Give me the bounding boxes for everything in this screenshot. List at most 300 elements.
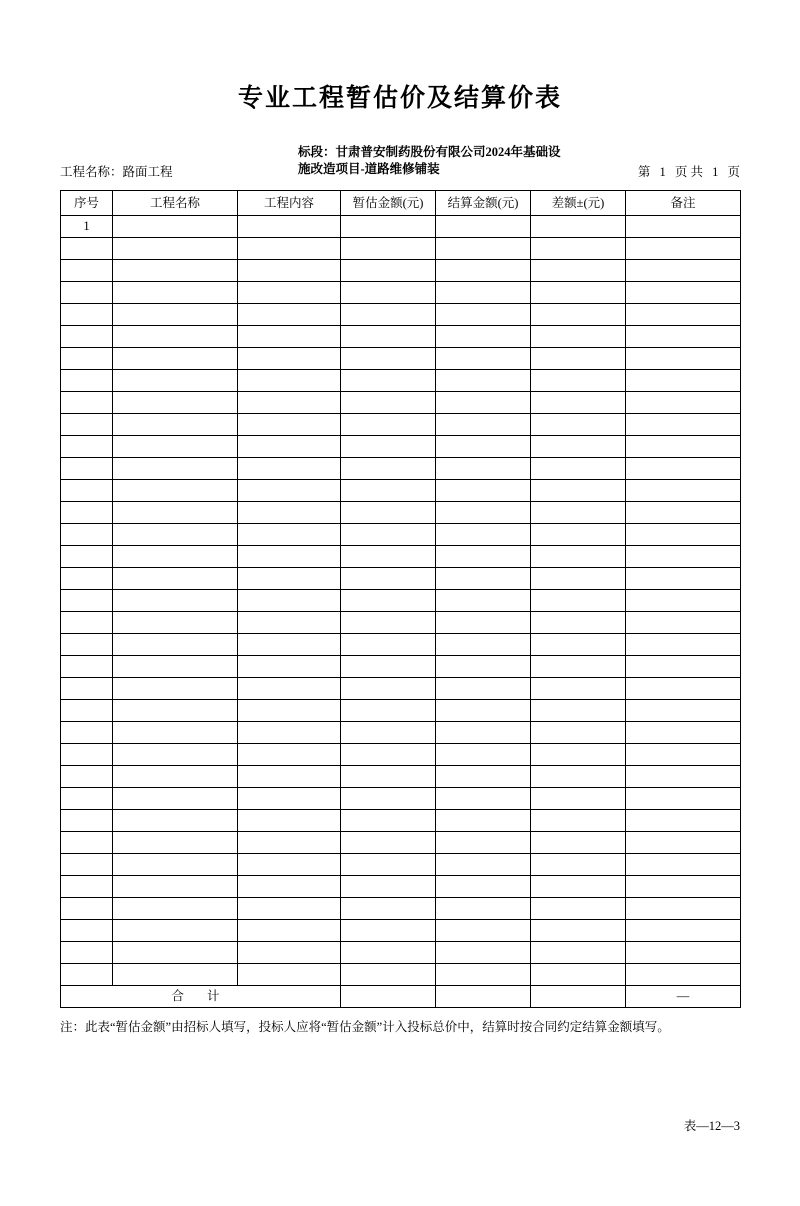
cell-difference[interactable] (531, 326, 626, 348)
cell-remark[interactable] (626, 546, 741, 568)
cell-estimated-amount[interactable] (341, 920, 436, 942)
table-row[interactable] (61, 524, 741, 546)
cell-difference[interactable] (531, 414, 626, 436)
cell-difference[interactable] (531, 480, 626, 502)
cell-estimated-amount[interactable] (341, 634, 436, 656)
cell-difference[interactable] (531, 656, 626, 678)
cell-project-content[interactable] (238, 524, 341, 546)
cell-estimated-amount[interactable] (341, 414, 436, 436)
table-row[interactable] (61, 436, 741, 458)
cell-index[interactable] (61, 634, 113, 656)
cell-remark[interactable] (626, 634, 741, 656)
cell-project-content[interactable] (238, 942, 341, 964)
cell-project-name[interactable] (113, 678, 238, 700)
table-row[interactable] (61, 326, 741, 348)
cell-estimated-amount[interactable] (341, 810, 436, 832)
document-page (0, 78, 800, 1206)
cell-settled-amount[interactable] (436, 876, 531, 898)
cell-estimated-amount[interactable] (341, 458, 436, 480)
cell-difference[interactable] (531, 766, 626, 788)
cell-index[interactable] (61, 590, 113, 612)
cell-settled-amount[interactable] (436, 590, 531, 612)
cell-project-name[interactable] (113, 722, 238, 744)
cell-index[interactable] (61, 238, 113, 260)
cell-estimated-amount[interactable] (341, 942, 436, 964)
cell-settled-amount[interactable] (436, 348, 531, 370)
table-row[interactable] (61, 546, 741, 568)
cell-estimated-amount[interactable] (341, 348, 436, 370)
table-header-row (61, 191, 741, 216)
cell-project-content[interactable] (238, 370, 341, 392)
cell-project-content[interactable] (238, 480, 341, 502)
cell-project-content[interactable] (238, 568, 341, 590)
cell-project-content[interactable] (238, 590, 341, 612)
cell-project-name[interactable] (113, 392, 238, 414)
cell-estimated-amount[interactable] (341, 546, 436, 568)
cell-difference[interactable] (531, 612, 626, 634)
table-row[interactable] (61, 238, 741, 260)
cell-estimated-amount[interactable] (341, 436, 436, 458)
cell-project-content[interactable] (238, 612, 341, 634)
cell-settled-amount[interactable] (436, 304, 531, 326)
cell-settled-amount[interactable] (436, 634, 531, 656)
cell-difference[interactable] (531, 722, 626, 744)
project-name-label: 工程名称：路面工程 (60, 165, 173, 179)
cell-settled-amount[interactable] (436, 546, 531, 568)
cell-settled-amount[interactable] (436, 216, 531, 238)
cell-project-content[interactable] (238, 238, 341, 260)
cell-project-name[interactable] (113, 568, 238, 590)
cell-difference[interactable] (531, 700, 626, 722)
cell-estimated-amount[interactable] (341, 480, 436, 502)
cell-project-name[interactable] (113, 964, 238, 986)
cell-remark[interactable] (626, 568, 741, 590)
column-header-settled-amount: 结算金额(元) (436, 191, 531, 216)
cell-project-content[interactable] (238, 898, 341, 920)
cell-index[interactable] (61, 722, 113, 744)
table-row[interactable] (61, 414, 741, 436)
cell-index[interactable] (61, 480, 113, 502)
cell-project-content[interactable] (238, 964, 341, 986)
column-header-estimated-amount: 暂估金额(元) (341, 191, 436, 216)
cell-index[interactable] (61, 744, 113, 766)
cell-remark[interactable] (626, 326, 741, 348)
cell-remark[interactable] (626, 854, 741, 876)
cell-estimated-amount[interactable] (341, 590, 436, 612)
cell-estimated-amount[interactable] (341, 304, 436, 326)
cell-settled-amount[interactable] (436, 326, 531, 348)
cell-project-content[interactable] (238, 744, 341, 766)
cell-remark[interactable] (626, 216, 741, 238)
cell-project-content[interactable] (238, 788, 341, 810)
cell-settled-amount[interactable] (436, 282, 531, 304)
table-row[interactable] (61, 920, 741, 942)
cell-settled-amount[interactable] (436, 370, 531, 392)
cell-project-name[interactable] (113, 370, 238, 392)
table-row[interactable] (61, 590, 741, 612)
cell-remark[interactable] (626, 942, 741, 964)
cell-remark[interactable] (626, 370, 741, 392)
cell-index[interactable] (61, 414, 113, 436)
cell-settled-amount[interactable] (436, 744, 531, 766)
cell-estimated-amount[interactable] (341, 568, 436, 590)
cell-difference[interactable] (531, 964, 626, 986)
cell-project-content[interactable] (238, 832, 341, 854)
cell-settled-amount[interactable] (436, 656, 531, 678)
cell-settled-amount[interactable] (436, 942, 531, 964)
cell-project-content[interactable] (238, 304, 341, 326)
table-row[interactable] (61, 260, 741, 282)
cell-project-content[interactable] (238, 810, 341, 832)
cell-project-content[interactable] (238, 436, 341, 458)
cell-difference[interactable] (531, 590, 626, 612)
cell-index[interactable] (61, 568, 113, 590)
cell-index[interactable] (61, 942, 113, 964)
cell-estimated-amount[interactable] (341, 524, 436, 546)
cell-index[interactable] (61, 524, 113, 546)
cell-project-name[interactable] (113, 920, 238, 942)
cell-remark[interactable] (626, 766, 741, 788)
cell-estimated-amount[interactable] (341, 612, 436, 634)
table-total-row[interactable] (61, 986, 741, 1008)
cell-settled-amount[interactable] (436, 392, 531, 414)
cell-remark[interactable] (626, 304, 741, 326)
cell-project-name[interactable] (113, 876, 238, 898)
cell-index[interactable] (61, 282, 113, 304)
cell-project-name[interactable] (113, 480, 238, 502)
cell-index[interactable] (61, 546, 113, 568)
cell-index[interactable] (61, 964, 113, 986)
cell-settled-amount[interactable] (436, 810, 531, 832)
cell-project-name[interactable] (113, 260, 238, 282)
cell-index[interactable] (61, 392, 113, 414)
table-row[interactable] (61, 700, 741, 722)
cell-remark[interactable] (626, 392, 741, 414)
cell-project-name[interactable] (113, 832, 238, 854)
cell-remark[interactable] (626, 260, 741, 282)
cell-difference[interactable] (531, 282, 626, 304)
cell-remark[interactable] (626, 722, 741, 744)
cell-remark[interactable] (626, 524, 741, 546)
cell-index[interactable] (61, 370, 113, 392)
page-prefix: 第 (637, 165, 651, 179)
cell-project-content[interactable] (238, 260, 341, 282)
cell-settled-amount[interactable] (436, 788, 531, 810)
table-row[interactable] (61, 392, 741, 414)
cell-project-name[interactable] (113, 216, 238, 238)
cell-estimated-amount[interactable] (341, 282, 436, 304)
cell-remark[interactable] (626, 436, 741, 458)
cell-estimated-amount[interactable] (341, 964, 436, 986)
total-estimated-amount[interactable] (341, 986, 436, 1008)
cell-settled-amount[interactable] (436, 238, 531, 260)
cell-project-name[interactable] (113, 502, 238, 524)
cell-project-content[interactable] (238, 634, 341, 656)
cell-index[interactable] (61, 348, 113, 370)
cell-project-name[interactable] (113, 744, 238, 766)
total-remark: — (626, 986, 741, 1008)
cell-index[interactable] (61, 920, 113, 942)
table-row[interactable] (61, 678, 741, 700)
cell-estimated-amount[interactable] (341, 502, 436, 524)
cell-index[interactable] (61, 656, 113, 678)
cell-index[interactable] (61, 876, 113, 898)
table-row[interactable] (61, 348, 741, 370)
cell-estimated-amount[interactable] (341, 678, 436, 700)
cell-index[interactable] (61, 898, 113, 920)
table-row[interactable] (61, 480, 741, 502)
cell-estimated-amount[interactable] (341, 700, 436, 722)
table-row[interactable] (61, 216, 741, 238)
cell-project-name[interactable] (113, 898, 238, 920)
cell-difference[interactable] (531, 304, 626, 326)
cell-estimated-amount[interactable] (341, 656, 436, 678)
cell-project-name[interactable] (113, 546, 238, 568)
cell-settled-amount[interactable] (436, 964, 531, 986)
cell-remark[interactable] (626, 282, 741, 304)
total-settled-amount[interactable] (436, 986, 531, 1008)
cell-settled-amount[interactable] (436, 700, 531, 722)
cell-project-name[interactable] (113, 942, 238, 964)
cell-remark[interactable] (626, 876, 741, 898)
cell-project-name[interactable] (113, 766, 238, 788)
cell-difference[interactable] (531, 920, 626, 942)
cell-settled-amount[interactable] (436, 480, 531, 502)
cell-project-name[interactable] (113, 238, 238, 260)
cell-project-name[interactable] (113, 656, 238, 678)
cell-index[interactable] (61, 502, 113, 524)
cell-project-name[interactable] (113, 700, 238, 722)
cell-estimated-amount[interactable] (341, 722, 436, 744)
cell-difference[interactable] (531, 898, 626, 920)
table-row[interactable] (61, 304, 741, 326)
cell-project-content[interactable] (238, 546, 341, 568)
cell-settled-amount[interactable] (436, 832, 531, 854)
cell-remark[interactable] (626, 744, 741, 766)
cell-estimated-amount[interactable] (341, 854, 436, 876)
cell-project-content[interactable] (238, 282, 341, 304)
cell-settled-amount[interactable] (436, 920, 531, 942)
table-row[interactable] (61, 502, 741, 524)
cell-difference[interactable] (531, 348, 626, 370)
cell-index[interactable] (61, 766, 113, 788)
cell-difference[interactable] (531, 370, 626, 392)
cell-project-content[interactable] (238, 700, 341, 722)
table-row[interactable] (61, 788, 741, 810)
cell-estimated-amount[interactable] (341, 216, 436, 238)
cell-difference[interactable] (531, 524, 626, 546)
cell-remark[interactable] (626, 656, 741, 678)
cell-project-name[interactable] (113, 326, 238, 348)
cell-difference[interactable] (531, 238, 626, 260)
cell-index[interactable] (61, 700, 113, 722)
cell-difference[interactable] (531, 216, 626, 238)
cell-project-content[interactable] (238, 414, 341, 436)
section-label (298, 144, 598, 178)
cell-project-name[interactable] (113, 788, 238, 810)
cell-project-name[interactable] (113, 634, 238, 656)
cell-remark[interactable] (626, 348, 741, 370)
cell-index[interactable] (61, 678, 113, 700)
cell-difference[interactable] (531, 634, 626, 656)
cell-estimated-amount[interactable] (341, 260, 436, 282)
cell-estimated-amount[interactable] (341, 876, 436, 898)
cell-remark[interactable] (626, 898, 741, 920)
cell-remark[interactable] (626, 590, 741, 612)
cell-settled-amount[interactable] (436, 260, 531, 282)
table-row[interactable] (61, 832, 741, 854)
cell-estimated-amount[interactable] (341, 238, 436, 260)
cell-settled-amount[interactable] (436, 898, 531, 920)
cell-index[interactable] (61, 458, 113, 480)
cell-project-content[interactable] (238, 766, 341, 788)
estimate-table (60, 190, 741, 1008)
cell-project-content[interactable] (238, 678, 341, 700)
cell-remark[interactable] (626, 238, 741, 260)
cell-difference[interactable] (531, 568, 626, 590)
table-row[interactable] (61, 744, 741, 766)
cell-difference[interactable] (531, 788, 626, 810)
cell-difference[interactable] (531, 876, 626, 898)
cell-estimated-amount[interactable] (341, 832, 436, 854)
cell-index[interactable] (61, 788, 113, 810)
cell-estimated-amount[interactable] (341, 788, 436, 810)
cell-difference[interactable] (531, 942, 626, 964)
cell-settled-amount[interactable] (436, 436, 531, 458)
cell-settled-amount[interactable] (436, 524, 531, 546)
table-row[interactable] (61, 722, 741, 744)
cell-settled-amount[interactable] (436, 458, 531, 480)
table-row[interactable] (61, 898, 741, 920)
table-row[interactable] (61, 876, 741, 898)
document-meta (60, 145, 740, 188)
cell-index[interactable] (61, 810, 113, 832)
cell-settled-amount[interactable] (436, 722, 531, 744)
cell-difference[interactable] (531, 832, 626, 854)
table-row[interactable] (61, 612, 741, 634)
cell-difference[interactable] (531, 854, 626, 876)
section-label-line2: 施改造项目-道路维修铺装 (298, 162, 440, 176)
cell-settled-amount[interactable] (436, 854, 531, 876)
cell-difference[interactable] (531, 810, 626, 832)
cell-remark[interactable] (626, 810, 741, 832)
cell-difference[interactable] (531, 392, 626, 414)
cell-difference[interactable] (531, 458, 626, 480)
column-header-index: 序号 (61, 191, 113, 216)
cell-remark[interactable] (626, 612, 741, 634)
cell-estimated-amount[interactable] (341, 766, 436, 788)
cell-index[interactable] (61, 854, 113, 876)
table-row[interactable] (61, 766, 741, 788)
cell-project-content[interactable] (238, 920, 341, 942)
cell-project-content[interactable] (238, 216, 341, 238)
cell-index[interactable]: 1 (61, 216, 113, 238)
cell-index[interactable] (61, 612, 113, 634)
cell-index[interactable] (61, 326, 113, 348)
cell-difference[interactable] (531, 744, 626, 766)
cell-estimated-amount[interactable] (341, 744, 436, 766)
cell-project-name[interactable] (113, 414, 238, 436)
table-body (61, 216, 741, 1008)
cell-remark[interactable] (626, 700, 741, 722)
cell-project-content[interactable] (238, 348, 341, 370)
cell-project-name[interactable] (113, 304, 238, 326)
cell-difference[interactable] (531, 260, 626, 282)
cell-project-name[interactable] (113, 458, 238, 480)
cell-project-content[interactable] (238, 326, 341, 348)
cell-project-content[interactable] (238, 502, 341, 524)
cell-index[interactable] (61, 832, 113, 854)
cell-estimated-amount[interactable] (341, 392, 436, 414)
cell-project-content[interactable] (238, 458, 341, 480)
cell-settled-amount[interactable] (436, 568, 531, 590)
table-row[interactable] (61, 854, 741, 876)
page-current: 1 (659, 165, 666, 179)
cell-project-content[interactable] (238, 722, 341, 744)
table-row[interactable] (61, 942, 741, 964)
total-difference[interactable] (531, 986, 626, 1008)
cell-project-content[interactable] (238, 392, 341, 414)
cell-project-name[interactable] (113, 436, 238, 458)
cell-estimated-amount[interactable] (341, 326, 436, 348)
cell-index[interactable] (61, 304, 113, 326)
cell-settled-amount[interactable] (436, 414, 531, 436)
cell-index[interactable] (61, 260, 113, 282)
cell-remark[interactable] (626, 832, 741, 854)
cell-settled-amount[interactable] (436, 502, 531, 524)
cell-project-name[interactable] (113, 590, 238, 612)
cell-difference[interactable] (531, 502, 626, 524)
table-row[interactable] (61, 568, 741, 590)
table-row[interactable] (61, 656, 741, 678)
cell-settled-amount[interactable] (436, 766, 531, 788)
table-row[interactable] (61, 810, 741, 832)
table-row[interactable] (61, 282, 741, 304)
cell-estimated-amount[interactable] (341, 370, 436, 392)
cell-project-name[interactable] (113, 282, 238, 304)
cell-project-content[interactable] (238, 656, 341, 678)
column-header-project-name: 工程名称 (113, 191, 238, 216)
cell-remark[interactable] (626, 414, 741, 436)
table-row[interactable] (61, 634, 741, 656)
page-title: 专业工程暂估价及结算价表 (237, 84, 562, 112)
cell-project-name[interactable] (113, 348, 238, 370)
cell-settled-amount[interactable] (436, 678, 531, 700)
cell-remark[interactable] (626, 964, 741, 986)
cell-estimated-amount[interactable] (341, 898, 436, 920)
cell-difference[interactable] (531, 436, 626, 458)
cell-index[interactable] (61, 436, 113, 458)
cell-remark[interactable] (626, 480, 741, 502)
cell-project-content[interactable] (238, 876, 341, 898)
cell-project-name[interactable] (113, 524, 238, 546)
table-row[interactable] (61, 458, 741, 480)
table-row[interactable] (61, 964, 741, 986)
cell-project-name[interactable] (113, 612, 238, 634)
cell-remark[interactable] (626, 920, 741, 942)
cell-project-name[interactable] (113, 854, 238, 876)
cell-project-content[interactable] (238, 854, 341, 876)
table-row[interactable] (61, 370, 741, 392)
cell-remark[interactable] (626, 788, 741, 810)
cell-settled-amount[interactable] (436, 612, 531, 634)
cell-difference[interactable] (531, 678, 626, 700)
cell-remark[interactable] (626, 678, 741, 700)
cell-project-name[interactable] (113, 810, 238, 832)
cell-remark[interactable] (626, 458, 741, 480)
cell-remark[interactable] (626, 502, 741, 524)
cell-difference[interactable] (531, 546, 626, 568)
